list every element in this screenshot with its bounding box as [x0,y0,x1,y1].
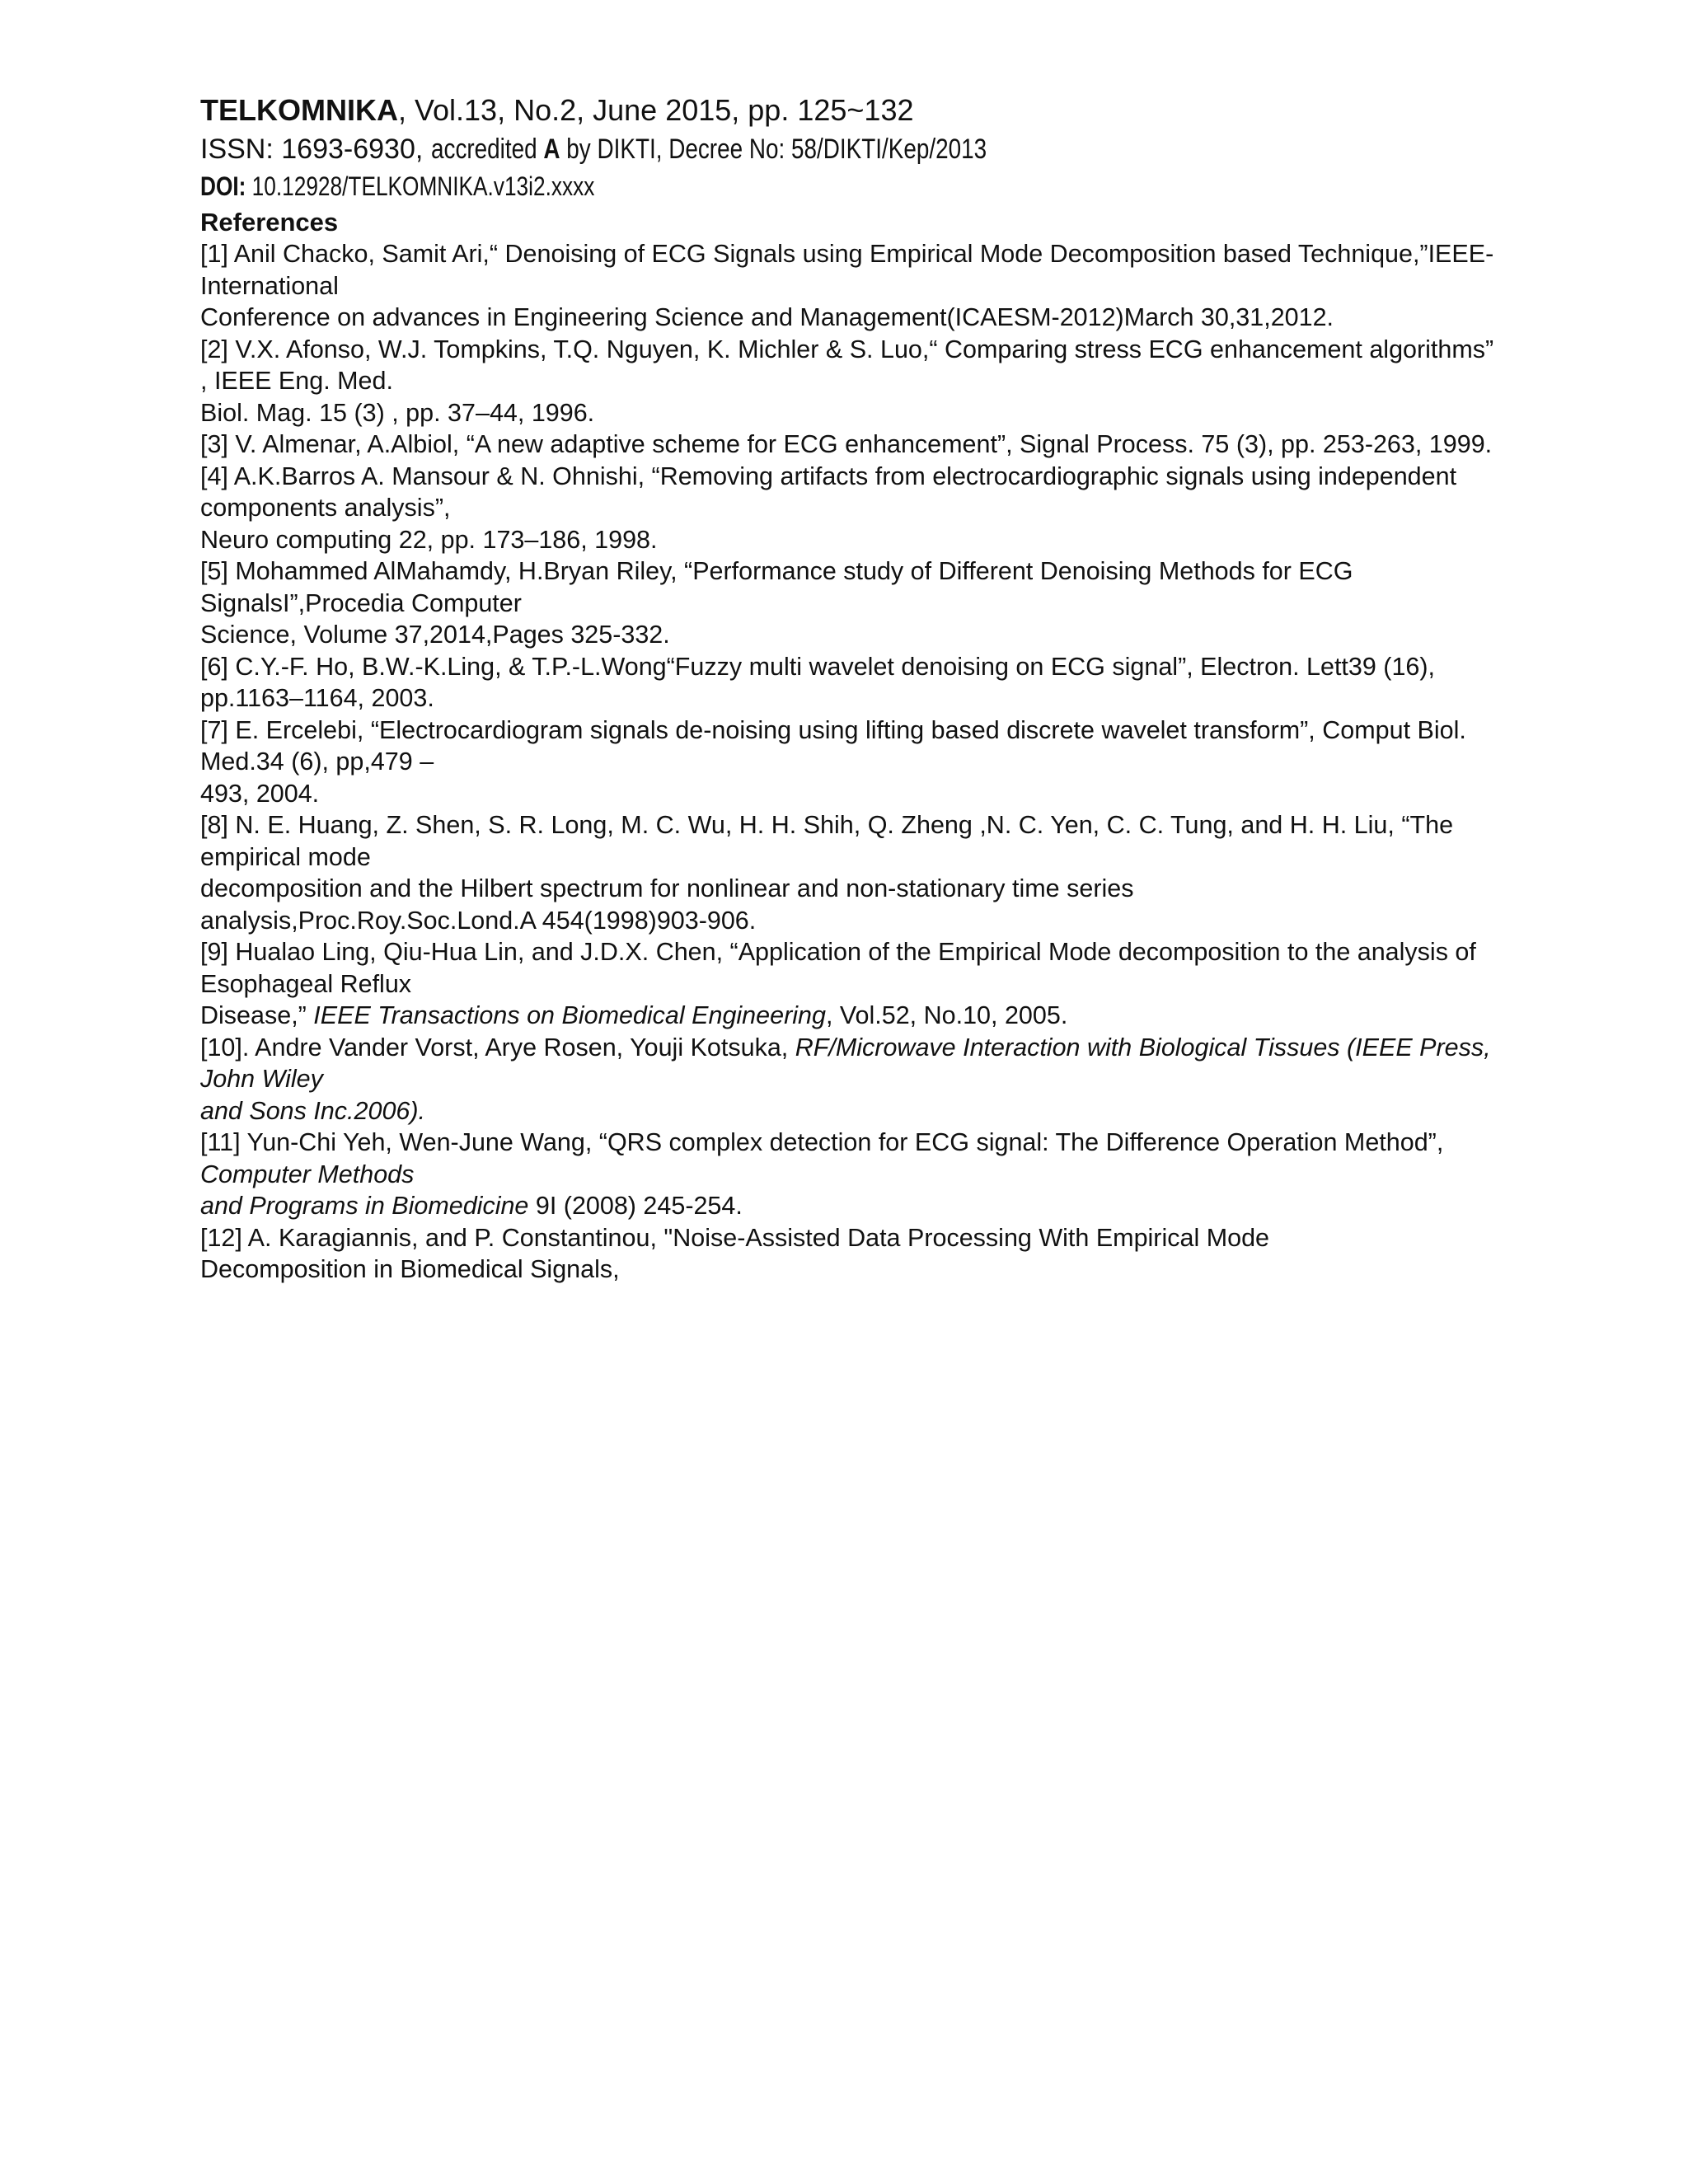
reference-line: decomposition and the Hilbert spectrum for nonlinear and non-stationary time series [200,874,1134,902]
issn-value: 1693-6930, [273,134,431,165]
reference-text: Disease,” [200,1001,314,1029]
reference-item-10 [200,1032,1494,1127]
reference-line: [8] N. E. Huang, Z. Shen, S. R. Long, M. C. Wu, H. H. Shih, Q. Zheng ,N. C. Yen, C. C. Tung, and H. H. Liu, “The empirical mode [200,811,1454,871]
reference-text: 9I (2008) 245-254. [528,1192,743,1220]
reference-line: 493, 2004. [200,779,320,808]
accredited-grade: A [543,134,560,165]
document-page [200,91,1494,1286]
reference-venue: and Programs in Biomedicine [200,1192,529,1220]
accredited-post: by DIKTI, Decree No: 58/DIKTI/Kep/2013 [560,134,987,165]
reference-line [200,1000,1494,1032]
reference-item-7 [200,715,1494,810]
reference-line: and Sons Inc.2006). [200,1096,425,1125]
reference-line: [4] A.K.Barros A. Mansour & N. Ohnishi, “Removing artifacts from electrocardiographic signals using independent components analysis”, [200,462,1457,522]
accredited-pre: accredited [430,134,544,165]
accreditation-text [431,130,987,168]
reference-venue: RF/Microwave Interaction with Biological Tissues (IEEE Press, John Wiley [200,1033,1491,1093]
reference-line: [7] E. Ercelebi, “Electrocardiogram signals de-noising using lifting based discrete wavelet transform”, Comput Biol. Med.34 (6), pp,479 – [200,715,1466,776]
reference-item-9 [200,936,1494,1032]
doi-value: 10.12928/TELKOMNIKA.v13i2.xxxx [246,171,595,201]
reference-text: [10]. Andre Vander Vorst, Arye Rosen, Youji Kotsuka, [200,1033,795,1062]
doi-line [200,168,1494,204]
reference-venue: Computer Methods [200,1160,415,1188]
journal-header-line [200,91,1494,130]
reference-line: [5] Mohammed AlMahamdy, H.Bryan Riley, “Performance study of Different Denoising Methods for ECG SignalsI”,Procedia Computer [200,557,1353,617]
reference-line: Biol. Mag. 15 (3) , pp. 37–44, 1996. [200,398,595,427]
reference-line: Neuro computing 22, pp. 173–186, 1998. [200,525,658,554]
doi-text [200,168,594,204]
journal-issue: , Vol.13, No.2, June 2015, pp. 125~132 [397,93,914,127]
issn-label: ISSN: [200,134,274,165]
reference-item-1 [200,238,1494,334]
reference-item-4 [200,461,1494,556]
reference-line: [9] Hualao Ling, Qiu-Hua Lin, and J.D.X. Chen, “Application of the Empirical Mode decomposition to the analysis of Esophageal Reflux [200,938,1476,998]
issn-line [200,130,1494,168]
reference-line [200,1127,1494,1190]
reference-item-5 [200,555,1494,651]
reference-line: [3] V. Almenar, A.Albiol, “A new adaptive scheme for ECG enhancement”, Signal Process. 75 (3), pp. 253-263, 1999. [200,430,1493,458]
reference-item-11 [200,1127,1494,1222]
reference-text: [11] Yun-Chi Yeh, Wen-June Wang, “QRS complex detection for ECG signal: The Difference Operation Method”, [200,1128,1444,1156]
reference-item-8 [200,809,1494,936]
journal-name: TELKOMNIKA [200,93,398,127]
reference-item-6 [200,651,1494,715]
reference-line [200,1032,1494,1095]
reference-line: Conference on advances in Engineering Science and Management(ICAESM-2012)March 30,31,2012. [200,303,1334,331]
reference-item-2 [200,334,1494,429]
references-heading: References [200,208,339,237]
reference-line: [2] V.X. Afonso, W.J. Tompkins, T.Q. Nguyen, K. Michler & S. Luo,“ Comparing stress ECG enhancement algorithms” , IEEE Eng. Med. [200,335,1494,395]
reference-line: Decomposition in Biomedical Signals, [200,1255,620,1283]
reference-line: [1] Anil Chacko, Samit Ari,“ Denoising of ECG Signals using Empirical Mode Decomposition based Technique,”IEEE- International [200,240,1494,300]
reference-text: , Vol.52, No.10, 2005. [825,1001,1068,1029]
reference-venue: IEEE Transactions on Biomedical Engineering [313,1001,826,1029]
reference-item-3 [200,429,1494,461]
reference-line: analysis,Proc.Roy.Soc.Lond.A 454(1998)903-906. [200,906,757,935]
reference-line [200,1190,1494,1222]
reference-line: [12] A. Karagiannis, and P. Constantinou, "Noise-Assisted Data Processing With Empirical Mode [200,1223,1269,1252]
reference-item-12 [200,1222,1494,1286]
reference-line: [6] C.Y.-F. Ho, B.W.-K.Ling, & T.P.-L.Wong“Fuzzy multi wavelet denoising on ECG signal”, Electron. Lett39 (16), pp.1163–1164, 2003. [200,652,1435,712]
reference-line: Science, Volume 37,2014,Pages 325-332. [200,621,670,649]
doi-label: DOI: [200,171,246,201]
